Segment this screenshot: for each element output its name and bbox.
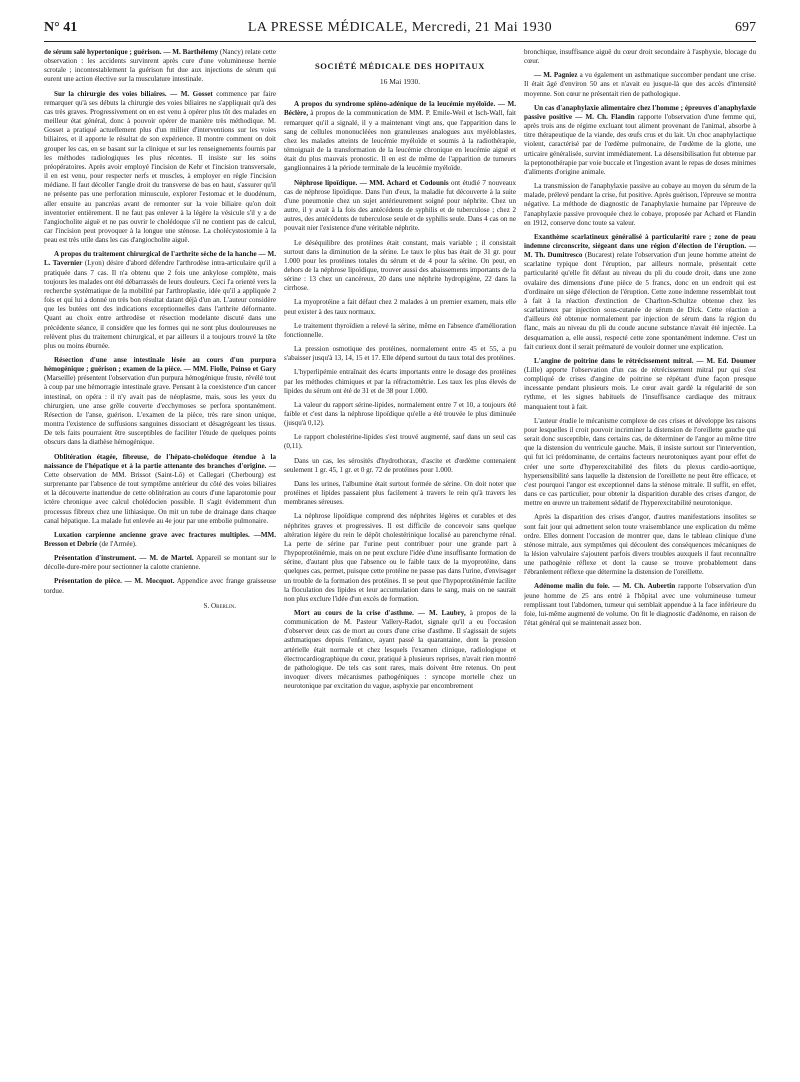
article-paragraph bbox=[524, 233, 756, 352]
article-paragraph bbox=[284, 480, 516, 507]
article-paragraph bbox=[284, 433, 516, 451]
article-paragraph bbox=[44, 453, 276, 526]
article-heading: A propos du traitement chirurgical de l'arthrite sèche de la hanche — M. L. Tavernier bbox=[44, 250, 276, 268]
article-paragraph bbox=[284, 512, 516, 604]
article-text: (Lille) apporte l'observation d'un cas de rétrécissement mitral pur qui s'est compliqué de crises d'angine de poitrine se répétant d'une façon presque incessante pendant plusieurs mois. Le cœur avait gardé la régularité de son rythme, et les signes habituels de l'insuffisance cardiaque des mitraux manquaient tout à fait. bbox=[524, 366, 756, 411]
article-heading: Un cas d'anaphylaxie alimentaire chez l'homme ; épreuves d'anaphylaxie passive positive — M. Ch. Flandin bbox=[524, 103, 756, 121]
article-paragraph bbox=[284, 239, 516, 294]
article-paragraph bbox=[284, 100, 516, 173]
article-text: La pression osmotique des protéines, normalement entre 45 et 55, a pu s'abaisser jusqu'à 13, 14, 15 et 17. Elle dépend surtout du taux total des protéines. bbox=[284, 345, 516, 363]
article-text: (Bucarest) relate l'observation d'un jeune homme atteint de scarlatine typique dont l'éruption, par ailleurs normale, présentait cette particularité qu'elle fit défaut au niveau du pli du coude droit, dans une zone ovalaire des dimensions d'une pièce de 5 francs, donc en un endroit qui est d'ordinaire un siège d'élection de l'éruption. Cette zone indemne ressemblait tout à fait à la réaction d'extinction de Charlton-Schultze obtenue chez les scarlatineux par injection sous-cutanée de sérum de Dick. Cette réaction a d'ailleurs été obtenue normalement par injection de sérum dans la région du flanc, mais au niveau du pli du coude aucune substance n'avait été injectée. La desquamation a, elle aussi, respecté cette zone spontanément indemne. C'est un fait curieux dont il serait prématuré de vouloir donner une explication. bbox=[524, 251, 756, 351]
article-text: Le déséquilibre des protéines était constant, mais variable ; il consistait surtout dans la diminution de la sérine. Le taux le plus bas était de 31 gr. pour 1.000 pour les protéines totales du sérum et de 4 pour la sérine. On peut, en dehors de la néphrose lipoïdique, trouver aussi des abaissements importants de la sérine : 13 chez un cancéreux, 20 dans une néphrite hydropigène, 22 dans la cirrhose. bbox=[284, 238, 516, 293]
article-text: La transmission de l'anaphylaxie passive au cobaye au moyen du sérum de la malade, prélevé pendant la crise, fut positive. Après guérison, l'épreuve se montra négative. La méthode de diagnostic de l'anaphylaxie humaine par l'épreuve de l'anaphylaxie passive provoquée chez le cobaye, proposée par Achard et Flandin en 1912, conserve donc toute sa valeur. bbox=[524, 182, 756, 227]
article-paragraph bbox=[44, 48, 276, 85]
column-3 bbox=[524, 48, 756, 1058]
article-text: (de l'Armée). bbox=[97, 539, 137, 548]
article-text: L'hyperlipémie entraînait des écarts importants entre le dosage des protéines par les méthodes chimiques et par la réfractométrie. Les taux les plus élevés de lipides du sérum ont été de 31 et de 38 pour 1.000. bbox=[284, 368, 516, 395]
article-paragraph bbox=[524, 71, 756, 98]
column-3-body bbox=[524, 48, 756, 628]
article-heading: de sérum salé hypertonique ; guérison. — M. Barthélemy bbox=[44, 48, 219, 56]
article-heading: A propos du syndrome spléno-adénique de la leucémie myéloïde. — M. Béclère, bbox=[284, 100, 516, 118]
article-text: Après la disparition des crises d'angor, d'autres manifestations insolites se sont fait jour qui admettent selon toute vraisemblance une explication du même ordre. Elles donnent l'occasion de montrer que, dans le tableau clinique d'une sténose mitrale, aux symptômes qui découlent des conséquences mécaniques de la lésion valvulaire s'ajoutent parfois divers troubles auxquels il faut reconnaître une pathogénie réflexe et dont la cause se trouve probablement dans l'ébranlement réflexe que détermine la distension de l'oreillette. bbox=[524, 513, 756, 577]
article-text: Le rapport cholestérine-lipides s'est trouvé augmenté, sauf dans un seul cas (0,11). bbox=[284, 433, 516, 451]
article-text: à propos de la communication de M. Pasteur Vallery-Radot, signale qu'il a eu l'occasion d'observer deux cas de mort au cours d'une crise d'asthme. Il s'agissait de sujets asthmatiques depuis l'enfance, ayant passé la quarantaine, dont la pression artérielle était normale et chez lesquels l'examen clinique, radiologique et électrocardiographique du cœur, pratiqué à plusieurs reprises, n'avait rien montré de pathologique. De tels cas sont rares, mais doivent être retenus. On peut invoquer divers mécanismes pathogéniques : syncope mortelle chez un neurotonique par excitation du vague, asphyxie par encombrement bbox=[284, 608, 516, 691]
article-heading: Oblitération étagée, fibreuse, de l'hépato-cholédoque étendue à la naissance de l'hépatique et à la partie attenante des branches d'origine. — bbox=[44, 452, 276, 470]
article-heading: Mort au cours de la crise d'asthme. — M. Laubry, bbox=[294, 608, 466, 617]
article-paragraph bbox=[44, 356, 276, 448]
article-text: L'auteur étudie le mécanisme complexe de ces crises et développe les raisons pour lesquelles il croit pouvoir incriminer la distension de l'oreillette gauche qui serait donc susceptible, dans certains cas, de déterminer de l'angor au même titre que la distension du ventricule gauche. Mais, il insiste surtout sur l'intervention, qui fut ici prédominante, de certains facteurs neurotoniques ayant pour effet de créer une sorte d'hyperexcitabilité des filets du plexus cardio-aortique, hypersensibilité sans laquelle la distension de l'oreillette ne peut être efficace, et c'est pourquoi l'angor est exceptionnel dans la sténose mitrale. Il suffit, en effet, dans ce cas particulier, pour obtenir la disparition durable des crises d'angor, de mettre en œuvre un traitement sédatif de l'hyperexcitabilité neurotonique. bbox=[524, 416, 756, 508]
session-date: 16 Mai 1930. bbox=[379, 77, 421, 87]
article-text: Dans les urines, l'albumine était surtout formée de sérine. On doit noter que protéines et lipides passaient plus facilement à travers le rein qu'à travers les membranes séreuses. bbox=[284, 479, 516, 507]
article-text: rapporte l'observation d'une femme qui, après trois ans de régime excluant tout aliment provenant de l'animal, absorbe à titre thérapeutique de la viande, des œufs crus et du lait. Un choc anaphylactique violent, caractérisé par de l'œdème pulmonaire, de l'œdème de la glotte, une urticaire généralisée, survint immédiatement. La désensibilisation fut obtenue par la peptonothérapie par voie buccale et l'ingestion avant le repas de doses minimes d'aliments d'origine animale. bbox=[524, 112, 756, 176]
article-paragraph bbox=[284, 457, 516, 475]
article-text: La néphrose lipoïdique comprend des néphrites légères et curables et des néphrites graves et progressives. Il est difficile de concevoir sans quelque altération légère du rein le dépôt cholestérinique localisé au parenchyme rénal. La perte de sérine par l'urine peut contribuer pour une grande part à l'hypoprotéinémie, mais on ne peut exclure l'idée d'une insuffisante formation de sérine, d'autant plus que l'absence ou le faible taux de la myoprotéine, dans quelques cas, permet, puisque cette protéine ne passe pas dans l'urine, d'envisager un trouble de la formation des protéines. Il se peut que l'hypoprotéinémie facilite la floculation des lipides et leur accumulation dans le sang, mais on ne saurait non plus exclure l'idée d'un excès de formation. bbox=[284, 512, 516, 603]
article-paragraph bbox=[524, 48, 756, 66]
article-paragraph bbox=[524, 513, 756, 577]
author-signature: S. Oberlin. bbox=[203, 601, 236, 610]
article-text: a vu également un asthmatique succomber pendant une crise. Il était âgé d'environ 50 ans et n'avait eu jusque-là que des accès d'intensité moyenne. Son cœur ne présentait rien de pathologique. bbox=[524, 71, 756, 98]
article-paragraph bbox=[284, 298, 516, 316]
article-text: (Marseille) présentent l'observation d'un purpura hémogénique fruste, révélé tout à coup par une hémorragie intestinale grave. Pensant à la coexistence d'un cancer intestinal, on opéra : il n'y avait pas de néoplasme, mais, sous les yeux du chirurgien, une anse grêle couverte d'ecchymoses se perfora spontanément. Résection de l'anse, guérison. L'examen de la pièce, très rare sinon unique, montra l'existence de suffusions sanguines dissociant et désagrégeant les tissus. De tels faits pourraient être susceptibles de faciliter l'étude de quelques points obscurs dans la diathèse hémogénique. bbox=[44, 374, 276, 447]
issue-number: N° 41 bbox=[44, 20, 78, 35]
article-text: rapporte l'observation d'un jeune homme de 25 ans entré à l'hôpital avec une volumineuse tumeur remplissant tout l'abdomen, tumeur qui semblait appendue à la face inférieure du foie, lui-même augmenté de volume. On fit le diagnostic d'adénome, en raison de l'état général qui se maintenait assez bon. bbox=[524, 582, 756, 628]
article-text: à propos de la communication de MM. P. Emile-Weil et Isch-Wall, fait remarquer qu'il a signalé, il y a maintenant vingt ans, que l'apparition dans le sang de cellules mononucléées non granuleuses analogues aux myéloblastes, chez les malades atteints de leucémie myéloïde et soumis à la radiothérapie, témoignait de la transformation de la leucémie chronique en leucémie aiguë et était du plus mauvais pronostic. Il en est de même de l'apparition de tumeurs ganglionnaires à la période terminale de la leucémie myéloïde. bbox=[284, 109, 516, 173]
article-paragraph bbox=[44, 577, 276, 595]
article-text: (Lyon) désire d'abord défendre l'arthrodèse intra-articulaire qu'il a pratiquée dans 7 cas. Il n'a obtenu que 2 fois une ankylose complète, mais toujours les malades ont été débarrassés de leurs douleurs. Ceci l'a orienté vers la recherche systématique de la mobilité par l'arthroplastie, idée qu'il a appliquée 2 fois et qui lui a donné un très bon résultat datant déjà d'un an. L'auteur considère que les butées ont des indications exceptionnelles dans l'arthrite déformante. Quant au choix entre arthrodèse et résection modelante discuté dans une précédente séance, il considère que les formes qui ne sont plus douloureuses ne relèvent plus du traitement chirurgical, et par ailleurs il a toujours trouvé la tête plus ou moins éburnée. bbox=[44, 259, 276, 350]
article-text: Cette observation de MM. Brissot (Saint-Lô) et Callegari (Cherbourg) est surprenante par l'absence de tout symptôme antérieur du côté des voies biliaires et la découverte inattendue de cette oblitération au cours d'une laparotomie pour ictère chronique avec calcul cholédocien possible. Il s'agit évidemment d'un processus fibreux chez une lithiasique. On mit un tube de drainage dans chaque canal hépatique. La malade fut enlevée au 4e jour par une embolie pulmonaire. bbox=[44, 470, 276, 525]
header-rule bbox=[44, 41, 756, 42]
article-text: La myoprotéine a fait défaut chez 2 malades à un premier examen, mais elle peut exister à des taux normaux. bbox=[284, 298, 516, 316]
article-text: (Nancy) relate cette observation : les accidents survinrent après cure d'une volumineuse hernie scrotale ; incontestablement la guérison fut due aux injections de sérum qui eurent une action élective sur la musculature intestinale. bbox=[44, 48, 276, 84]
article-heading: Exanthème scarlatineux généralisé à particularité rare ; zone de peau indemne circonscrite, siégeant dans une région d'élection de l'éruption. — M. Th. Dumitresco bbox=[524, 232, 756, 260]
article-paragraph bbox=[284, 401, 516, 428]
article-heading: L'angine de poitrine dans le rétrécissement mitral. — M. Ed. Doumer bbox=[534, 356, 756, 365]
article-heading: Sur la chirurgie des voies biliaires. — M. Gosset bbox=[54, 89, 213, 98]
column-1-body bbox=[44, 48, 276, 596]
article-heading: Néphrose lipoïdique. — MM. Achard et Codounis bbox=[294, 178, 449, 187]
article-heading: Luxation carpienne ancienne grave avec fractures multiples. —MM. Bresson et Debrie bbox=[44, 530, 276, 548]
article-text: Appareil se montant sur le décolle-dure-mère pour sectionner la calotte cranienne. bbox=[44, 554, 276, 572]
article-paragraph bbox=[524, 104, 756, 177]
article-heading: Résection d'une anse intestinale lésée au cours d'un purpura hémogénique ; guérison ; examen de la pièce. — MM. Fiolle, Poinso et Gary bbox=[44, 356, 276, 374]
article-paragraph bbox=[284, 368, 516, 395]
journal-title: LA PRESSE MÉDICALE, Mercredi, 21 Mai 1930 bbox=[247, 20, 553, 35]
society-title: SOCIÉTÉ MÉDICALE DES HOPITAUX bbox=[314, 61, 486, 71]
article-text: Le traitement thyroïdien a relevé la sérine, même en l'absence d'amélioration fonctionnelle. bbox=[284, 321, 516, 339]
article-heading: — M. Pagniez bbox=[534, 71, 578, 80]
article-heading: Présentation d'instrument. — M. de Martel. bbox=[54, 554, 194, 563]
article-heading: Adénome malin du foie. — M. Ch. Aubertin bbox=[534, 582, 676, 591]
article-heading: Présentation de pièce. — M. Mocquot. bbox=[54, 577, 175, 586]
page-number: 697 bbox=[735, 20, 756, 35]
article-paragraph bbox=[44, 250, 276, 351]
column-2-body bbox=[284, 100, 516, 691]
article-paragraph bbox=[284, 609, 516, 691]
column-1 bbox=[44, 48, 276, 1058]
article-text: Appendice avec frange graisseuse tordue. bbox=[44, 577, 276, 595]
article-paragraph bbox=[524, 582, 756, 628]
article-paragraph bbox=[44, 90, 276, 246]
article-paragraph bbox=[524, 357, 756, 412]
article-text: commence par faire remarquer qu'à ses débuts la chirurgie des voies biliaires ne s'appliquait qu'à des cas très graves. Progressivement on en est venu à opérer plus tôt des malades en meilleur état général, donc à pouvoir opérer de manière très méthodique. M. Gosset a pratiqué actuellement plus d'un millier d'interventions sur les voies biliaires, et il apporte le résultat de son expérience. Il montre comment on doit grouper les cas, en se basant sur la clinique et sur les renseignements fournis par les méthodes radiologiques les plus récentes. Il insiste sur les soins préopératoires. Après avoir employé l'incision de Kehr et l'incision transversale, il en est venu, pour respecter nerfs et muscles, à employer en règle l'incision médiane. Il faut décoller l'angle droit du transverse de bas en haut, s'assurer qu'il ne présente pas une perforation minuscule, explorer l'estomac et le duodénum, aller ensuite au pancréas avant de remonter sur la voie biliaire qu'on doit inventorier entièrement. Il ne faut pas enlever à la légère la vésicule s'il y a de l'angiocholite aiguë et ne pas ouvrir le cholédoque s'il ne contient pas de calcul, car l'incision peut provoquer à la longue une sténose. La cholécystostomie à la peau est très utile dans les cas d'angiocholite aiguë. bbox=[44, 89, 276, 245]
article-text: La valeur du rapport sérine-lipides, normalement entre 7 et 10, a toujours été faible et c'est dans la néphrose lipoïdique qu'elle a été trouvée le plus diminuée (jusqu'à 0,12). bbox=[284, 400, 516, 428]
page-header bbox=[44, 20, 756, 42]
article-text: ont étudié 7 nouveaux cas de néphrose lipoïdique. Dans l'un d'eux, la maladie fut découverte à la suite d'une pneumonie chez un sujet antérieurement soigné pour néphrite. Chez un autre, il y avait à la fois des antécédents de syphilis et de tuberculose ; chez 2 autres, des antécédents de tuberculose seule et de syphilis seule. Dans 4 cas on ne pouvait nier l'existence d'une véritable néphrite. bbox=[284, 178, 516, 233]
article-text: Dans un cas, les sérosités d'hydrothorax, d'ascite et d'œdème contenaient seulement 1 gr. 45, 1 gr. et 0 gr. 72 de protéines pour 1.000. bbox=[284, 456, 516, 474]
article-paragraph bbox=[284, 322, 516, 340]
article-paragraph bbox=[524, 182, 756, 228]
article-paragraph bbox=[44, 531, 276, 549]
article-paragraph bbox=[44, 554, 276, 572]
article-paragraph bbox=[524, 417, 756, 509]
article-paragraph bbox=[284, 345, 516, 363]
article-text: bronchique, insuffisance aiguë du cœur droit secondaire à l'asphyxie, blocage du cœur. bbox=[524, 48, 756, 66]
article-paragraph bbox=[284, 179, 516, 234]
column-2 bbox=[284, 48, 516, 1058]
